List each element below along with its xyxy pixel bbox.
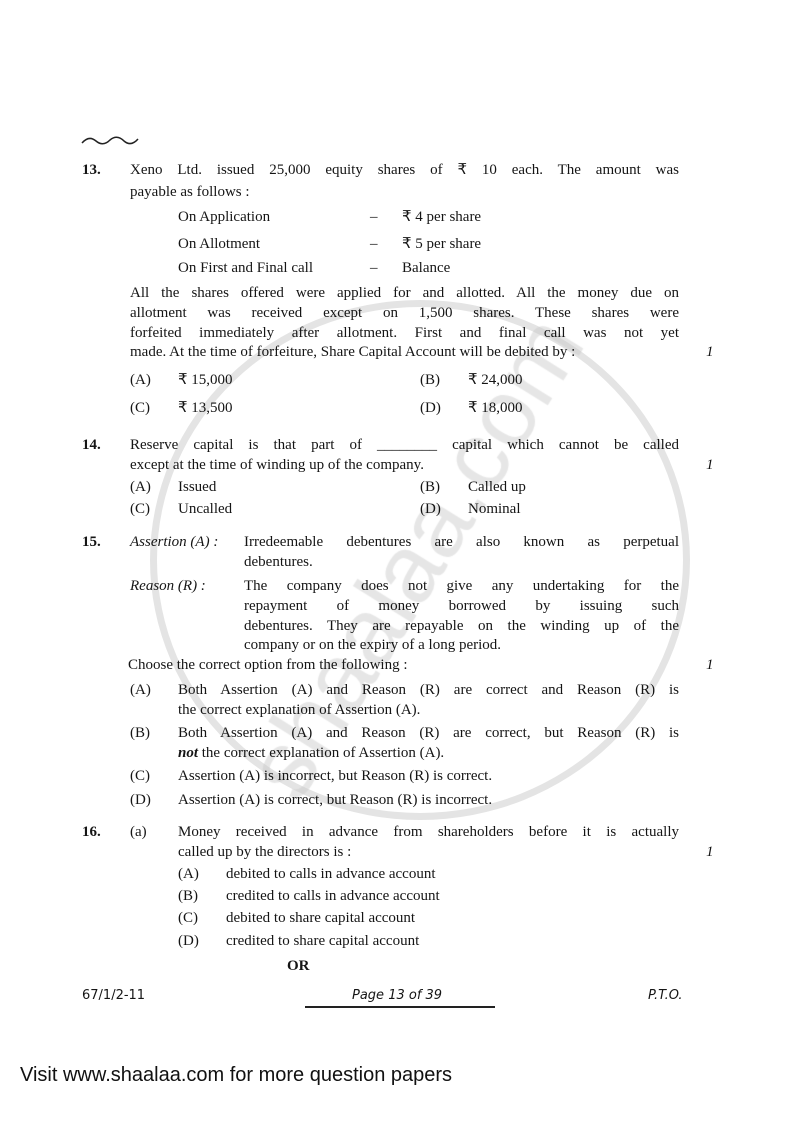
reason-text: company or on the expiry of a long period. <box>244 637 502 653</box>
question-text: All the shares offered were applied for and allotted. All the money due on <box>130 285 679 301</box>
schedule-label: On First and Final call <box>178 260 313 276</box>
option-text: Both Assertion (A) and Reason (R) are correct and Reason (R) is <box>178 682 679 698</box>
pto-label: P.T.O. <box>648 988 683 1003</box>
option-text: Called up <box>468 479 526 495</box>
marks: 1 <box>706 657 714 673</box>
option-key: (B) <box>130 725 150 741</box>
promo-banner-link[interactable]: Visit www.shaalaa.com for more question papers <box>20 1064 453 1086</box>
option-text: Issued <box>178 479 217 495</box>
footer-divider <box>305 1006 495 1008</box>
assertion-text: Irredeemable debentures are also known as perpetual <box>244 534 679 550</box>
option-key: (A) <box>178 866 199 882</box>
question-number: 16. <box>82 824 101 840</box>
option-key: (D) <box>130 792 151 808</box>
option-key: (A) <box>130 372 151 388</box>
option-text <box>178 743 444 763</box>
reason-text: The company does not give any undertaking for the <box>244 578 679 594</box>
option-key: (D) <box>420 501 441 517</box>
emphasis-not: not <box>178 745 199 761</box>
option-key: (B) <box>420 479 440 495</box>
option-text: Assertion (A) is correct, but Reason (R) is incorrect. <box>178 792 493 808</box>
option-key: (D) <box>178 933 199 949</box>
option-text: Assertion (A) is incorrect, but Reason (R) is correct. <box>178 768 493 784</box>
paper-code: 67/1/2-11 <box>82 988 146 1003</box>
schedule-label: On Application <box>178 209 271 225</box>
marks: 1 <box>706 457 714 473</box>
option-text: Nominal <box>468 501 521 517</box>
question-text: called up by the directors is : <box>178 844 352 860</box>
question-text: made. At the time of forfeiture, Share Capital Account will be debited by : <box>130 344 576 360</box>
option-key: (C) <box>178 910 198 926</box>
question-text: Reserve capital is that part of ________ capital which cannot be called <box>130 437 679 453</box>
option-key: (A) <box>130 682 151 698</box>
assertion-text: debentures. <box>244 554 313 570</box>
schedule-value: Balance <box>402 260 451 276</box>
option-key: (C) <box>130 501 150 517</box>
question-text: allotment was received except on 1,500 shares. These shares were <box>130 305 679 321</box>
option-text-rest: the correct explanation of Assertion (A). <box>198 745 445 761</box>
option-text: credited to share capital account <box>226 933 420 949</box>
question-text: Money received in advance from shareholders before it is actually <box>178 824 679 840</box>
option-key: (C) <box>130 400 150 416</box>
option-key: (B) <box>420 372 440 388</box>
option-text: credited to calls in advance account <box>226 888 440 904</box>
option-text: the correct explanation of Assertion (A). <box>178 702 421 718</box>
question-number: 14. <box>82 437 101 453</box>
option-key: (B) <box>178 888 198 904</box>
or-separator: OR <box>287 958 310 974</box>
schedule-dash: – <box>370 236 378 252</box>
page-number: Page 13 of 39 <box>352 988 443 1003</box>
option-text: Uncalled <box>178 501 233 517</box>
wave-ornament-icon <box>80 132 140 148</box>
question-number: 15. <box>82 534 101 550</box>
marks: 1 <box>706 844 714 860</box>
option-key: (C) <box>130 768 150 784</box>
reason-text: debentures. They are repayable on the winding up of the <box>244 618 679 634</box>
question-text: Xeno Ltd. issued 25,000 equity shares of ₹ 10 each. The amount was <box>130 162 679 178</box>
option-text: ₹ 15,000 <box>178 372 233 388</box>
option-text: ₹ 18,000 <box>468 400 523 416</box>
question-part: (a) <box>130 824 147 840</box>
question-text: except at the time of winding up of the company. <box>130 457 424 473</box>
option-text: debited to calls in advance account <box>226 866 436 882</box>
option-key: (A) <box>130 479 151 495</box>
schedule-label: On Allotment <box>178 236 261 252</box>
option-key: (D) <box>420 400 441 416</box>
reason-label: Reason (R) : <box>130 578 206 594</box>
question-text: forfeited immediately after allotment. First and final call was not yet <box>130 325 679 341</box>
question-text: payable as follows : <box>130 184 250 200</box>
schedule-value: ₹ 4 per share <box>402 209 482 225</box>
assertion-label: Assertion (A) : <box>130 534 219 550</box>
option-text: debited to share capital account <box>226 910 416 926</box>
option-text: ₹ 24,000 <box>468 372 523 388</box>
schedule-dash: – <box>370 209 378 225</box>
schedule-value: ₹ 5 per share <box>402 236 482 252</box>
option-text: Both Assertion (A) and Reason (R) are correct, but Reason (R) is <box>178 725 679 741</box>
option-text: ₹ 13,500 <box>178 400 233 416</box>
reason-text: repayment of money borrowed by issuing such <box>244 598 679 614</box>
question-number: 13. <box>82 162 101 178</box>
marks: 1 <box>706 344 714 360</box>
question-prompt: Choose the correct option from the following : <box>128 657 408 673</box>
schedule-dash: – <box>370 260 378 276</box>
